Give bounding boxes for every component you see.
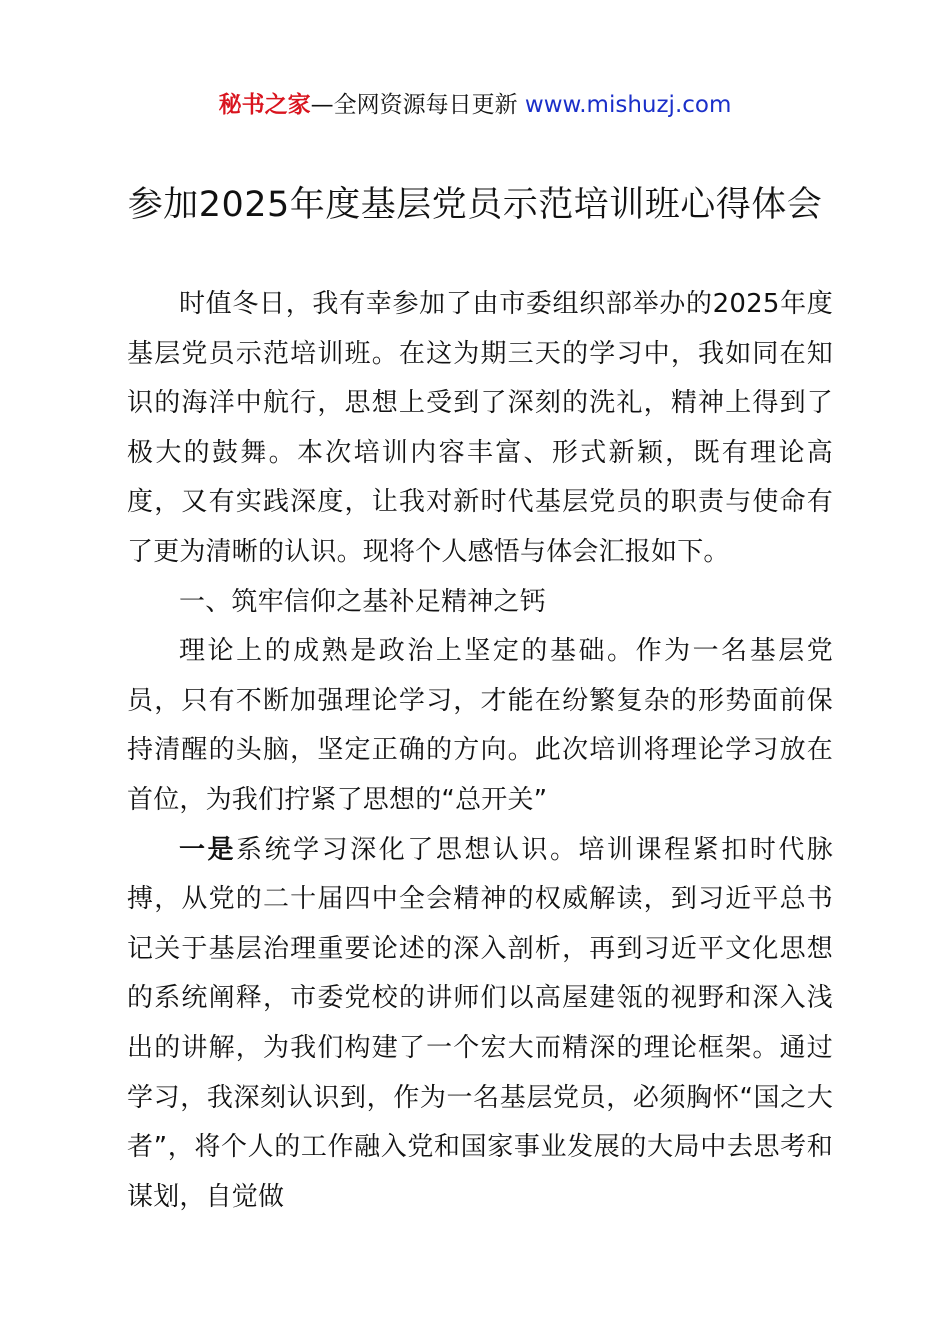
document-body [127,280,833,1222]
site-header [0,86,950,124]
site-url-link[interactable]: www.mishuzj.com [524,92,732,118]
document-title: 参加2025年度基层党员示范培训班心得体会 [127,185,823,225]
section-heading-1: 一、筑牢信仰之基补足精神之钙 [179,586,546,617]
site-brand: 秘书之家 [218,92,311,118]
point-1-paragraph [127,826,833,1223]
intro-paragraph: 时值冬日，我有幸参加了由市委组织部举办的2025年度基层党员示范培训班。在这为期三天的学习中，我如同在知识的海洋中航行，思想上受到了深刻的洗礼，精神上得到了极大的鼓舞。本次培训内容丰富、形式新颖，既有理论高度，又有实践深度，让我对新时代基层党员的职责与使命有了更为清晰的认识。现将个人感悟与体会汇报如下。 [127,289,833,567]
site-tagline: —全网资源每日更新 [310,92,525,118]
point-1-body: 系统学习深化了思想认识。培训课程紧扣时代脉搏，从党的二十届四中全会精神的权威解读，到习近平总书记关于基层治理重要论述的深入剖析，再到习近平文化思想的系统阐释，市委党校的讲师们以高屋建瓴的视野和深入浅出的讲解，为我们构建了一个宏大而精深的理论框架。通过学习，我深刻认识到，作为一名基层党员，必须胸怀“国之大者”，将个人的工作融入党和国家事业发展的大局中去思考和谋划，自觉做 [127,834,833,1212]
point-1-lead: 一是 [179,834,237,865]
section-1-paragraph: 理论上的成熟是政治上坚定的基础。作为一名基层党员，只有不断加强理论学习，才能在纷繁复杂的形势面前保持清醒的头脑，坚定正确的方向。此次培训将理论学习放在首位，为我们拧紧了思想的“总开关” [127,636,833,815]
